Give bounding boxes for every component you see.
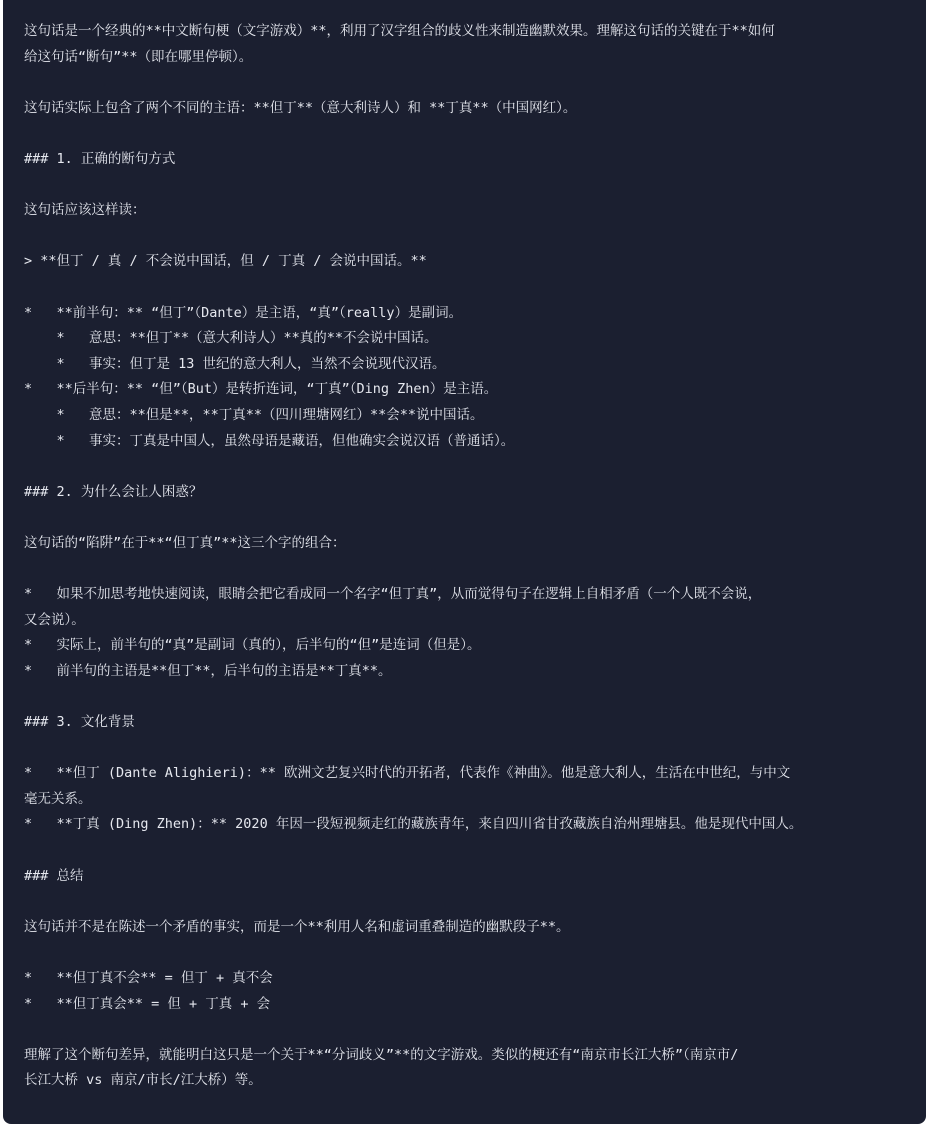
bullet-line: * **但丁 (Dante Alighieri)：** 欧洲文艺复兴时代的开拓者，代表作《神曲》。他是意大利人，生活在中世纪，与中文 — [24, 765, 791, 782]
section-heading: ### 总结 — [24, 867, 84, 884]
blank-line — [24, 454, 905, 480]
sub-bullet-line: * 事实：丁真是中国人，虽然母语是藏语，但他确实会说汉语（普通话）。 — [24, 432, 515, 449]
bullet-line: * **但丁真会** = 但 + 丁真 + 会 — [24, 995, 271, 1012]
text-line: 这句话实际上包含了两个不同的主语：**但丁**（意大利诗人）和 **丁真**（中国网红）。 — [24, 99, 577, 116]
bullet-line: * 前半句的主语是**但丁**，后半句的主语是**丁真**。 — [24, 662, 392, 679]
blank-line — [24, 1017, 905, 1043]
text-line: 这句话是一个经典的**中文断句梗（文字游戏）**，利用了汉字组合的歧义性来制造幽默效果。理解这句话的关键在于**如何 — [24, 23, 775, 39]
sub-bullet-line: * 意思：**但丁**（意大利诗人）**真的**不会说中国话。 — [24, 330, 438, 347]
bullet-line: * **丁真 (Ding Zhen)：** 2020 年因一段短视频走红的藏族青年，来自四川省甘孜藏族自治州理塘县。他是现代中国人。 — [24, 816, 803, 833]
text-line: 给这句话“断句”**（即在哪里停顿）。 — [24, 48, 253, 65]
text-line: 这句话并不是在陈述一个矛盾的事实，而是一个**利用人名和虚词重叠制造的幽默段子**。 — [24, 918, 570, 935]
bullet-line: * **但丁真不会** = 但丁 + 真不会 — [24, 969, 273, 986]
blank-line — [24, 940, 905, 966]
bullet-line: * **后半句：** “但”（But）是转折连词，“丁真”（Ding Zhen）是主语。 — [24, 381, 498, 398]
blank-line — [24, 838, 905, 864]
section-heading: ### 2. 为什么会让人困惑？ — [24, 483, 203, 500]
blank-line — [24, 889, 905, 915]
quote-line: > **但丁 / 真 / 不会说中国话，但 / 丁真 / 会说中国话。** — [24, 253, 427, 270]
blank-line — [24, 224, 905, 250]
text-line: 理解了这个断句差异，就能明白这只是一个关于**“分词歧义”**的文字游戏。类似的梗还有“南京市长江大桥”（南京市/ — [24, 1046, 739, 1063]
blank-line — [24, 736, 905, 762]
sub-bullet-line: * 事实：但丁是 13 世纪的意大利人，当然不会说现代汉语。 — [24, 355, 446, 372]
response-panel — [3, 0, 926, 1124]
section-heading: ### 1. 正确的断句方式 — [24, 150, 176, 167]
sub-bullet-line: * 意思：**但是**，**丁真**（四川理塘网红）**会**说中国话。 — [24, 406, 484, 423]
bullet-line: * 实际上，前半句的“真”是副词（真的），后半句的“但”是连词（但是）。 — [24, 637, 481, 654]
text-line: 这句话应该这样读： — [24, 202, 146, 219]
text-line: 长江大桥 vs 南京/市长/江大桥）等。 — [24, 1072, 262, 1089]
blank-line — [24, 556, 905, 582]
section-heading: ### 3. 文化背景 — [24, 714, 135, 731]
response-content — [24, 19, 905, 1094]
text-line: 毫无关系。 — [24, 790, 92, 807]
blank-line — [24, 173, 905, 199]
text-line: 又会说）。 — [24, 611, 85, 628]
blank-line — [24, 275, 905, 301]
blank-line — [24, 684, 905, 710]
bullet-line: * **前半句：** “但丁”（Dante）是主语，“真”（really）是副词。 — [24, 304, 463, 321]
text-line: 这句话的“陷阱”在于**“但丁真”**这三个字的组合： — [24, 534, 346, 551]
blank-line — [24, 505, 905, 531]
bullet-line: * 如果不加思考地快速阅读，眼睛会把它看成同一个名字“但丁真”，从而觉得句子在逻辑上自相矛盾（一个人既不会说， — [24, 586, 762, 603]
blank-line — [24, 121, 905, 147]
blank-line — [24, 70, 905, 96]
